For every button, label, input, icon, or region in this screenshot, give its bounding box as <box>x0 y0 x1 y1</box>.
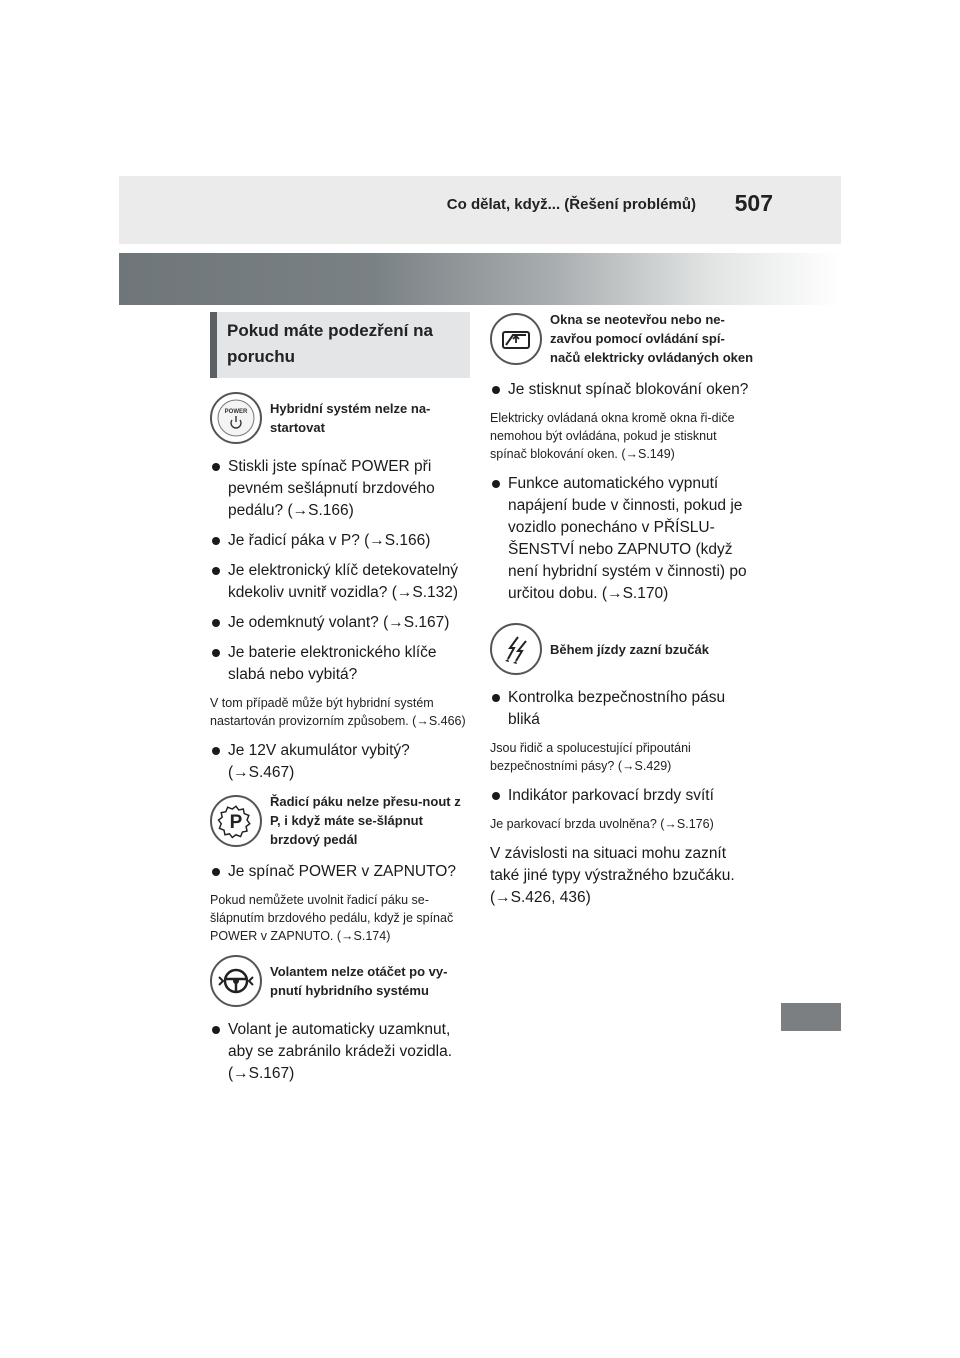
steering-lock-icon <box>210 955 262 1007</box>
section-title: Pokud máte podezření na poruchu <box>227 321 433 366</box>
decorative-band <box>119 253 841 305</box>
check-item: Stiskli jste spínač POWER při pevném sešlápnutí brzdového pedálu? (→S.166) <box>210 456 470 522</box>
chapter-tab <box>781 1003 841 1031</box>
symptom-steering <box>210 955 470 1007</box>
svg-text:P: P <box>229 811 243 833</box>
symptom-hybrid-start <box>210 392 470 444</box>
check-item: Je 12V akumulátor vybitý? (→S.467) <box>210 740 470 784</box>
section-heading <box>210 312 470 378</box>
note-text: Elektricky ovládaná okna kromě okna ři-diče nemohou být ovládána, pokud je stisknut spínač blokování oken. (→S.149) <box>490 411 735 461</box>
left-column <box>210 310 470 1093</box>
check-item: Je stisknut spínač blokování oken? <box>490 379 755 401</box>
chapter-title: Co dělat, když... (Řešení problémů) <box>446 196 696 213</box>
symptom-label: Hybridní systém nelze na-startovat <box>270 401 431 435</box>
note-text: Je parkovací brzda uvolněna? (→S.176) <box>490 817 714 831</box>
check-item: Volant je automaticky uzamknut, aby se zabránilo krádeži vozidla. (→S.167) <box>210 1019 470 1085</box>
page-number: 507 <box>734 190 773 216</box>
window-switch-icon <box>490 313 542 365</box>
symptom-label: Volantem nelze otáčet po vy-pnutí hybridního systému <box>270 964 448 998</box>
check-item: Je baterie elektronického klíče slabá nebo vybitá? <box>210 642 470 686</box>
symptom-label: Okna se neotevřou nebo ne-zavřou pomocí ovládání spí-načů elektricky ovládaných oken <box>550 312 754 365</box>
symptom-buzzer <box>490 623 755 675</box>
gear-lever-icon <box>210 795 262 847</box>
page-header <box>119 176 841 244</box>
check-item: Je odemknutý volant? (→S.167) <box>210 612 470 634</box>
svg-text:POWER: POWER <box>224 409 248 415</box>
symptom-label: Řadicí páku nelze přesu-nout z P, i když máte se-šlápnut brzdový pedál <box>270 794 461 847</box>
note-text: Jsou řidič a spolucestující připoutáni bezpečnostními pásy? (→S.429) <box>490 741 691 773</box>
symptom-windows <box>490 310 755 367</box>
symptom-shift-lever <box>210 792 470 849</box>
check-item: Funkce automatického vypnutí napájení bude v činnosti, pokud je vozidlo ponecháno v PŘÍSLU-ŠENSTVÍ nebo ZAPNUTO (když není hybridní systém v činnosti) po určitou dobu. (→S.170) <box>490 473 755 605</box>
check-item: Je spínač POWER v ZAPNUTO? <box>210 861 470 883</box>
symptom-label: Během jízdy zazní bzučák <box>550 641 709 657</box>
power-button-icon <box>210 392 262 444</box>
right-column <box>490 310 755 917</box>
note-text: V tom případě může být hybridní systém nastartován provizorním způsobem. (→S.466) <box>210 696 466 728</box>
check-item: Je elektronický klíč detekovatelný kdekoliv uvnitř vozidla? (→S.132) <box>210 560 470 604</box>
buzzer-icon <box>490 623 542 675</box>
note-text: Pokud nemůžete uvolnit řadicí páku se-šlápnutím brzdového pedálu, když je spínač POWER v ZAPNUTO. (→S.174) <box>210 893 454 943</box>
body-text: V závislosti na situaci mohu zaznít také jiné typy výstražného bzučáku. (→S.426, 436) <box>490 845 735 906</box>
check-item: Kontrolka bezpečnostního pásu bliká <box>490 687 755 731</box>
check-item: Indikátor parkovací brzdy svítí <box>490 785 755 807</box>
check-item: Je řadicí páka v P? (→S.166) <box>210 530 470 552</box>
